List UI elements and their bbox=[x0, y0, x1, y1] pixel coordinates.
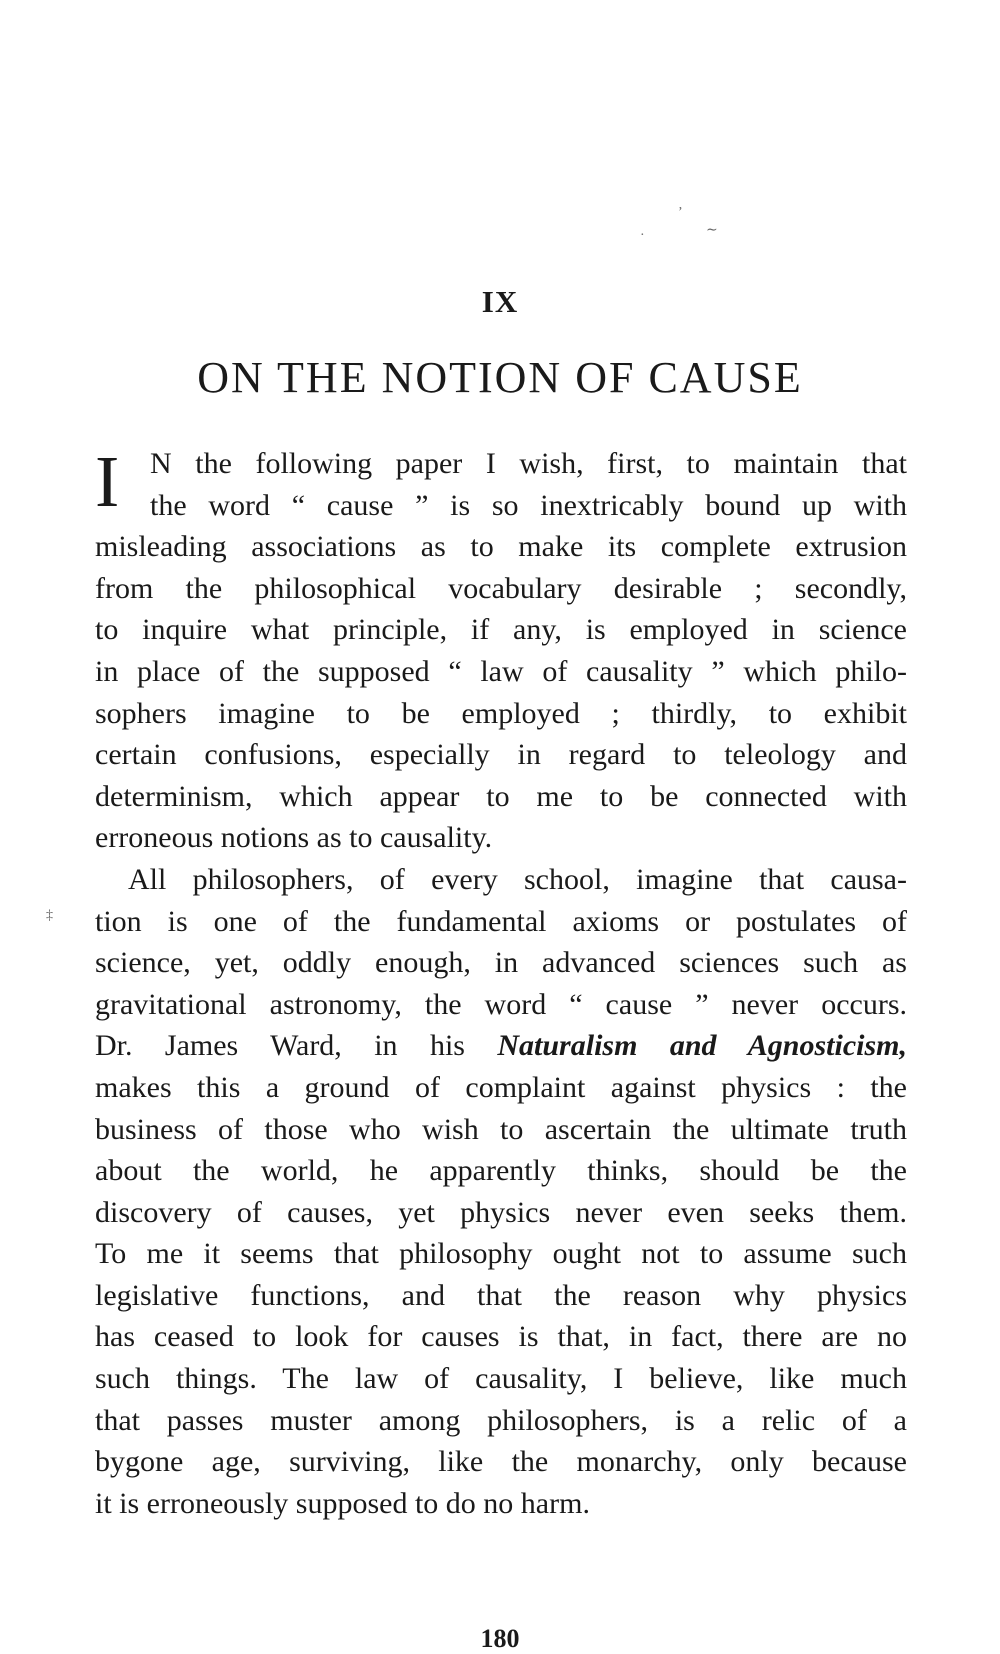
paragraph-2 bbox=[95, 859, 907, 1525]
text-line: All philosophers, of every school, imagine that causa- bbox=[128, 862, 907, 896]
text-line: discovery of causes, yet physics never even seeks them. bbox=[95, 1195, 907, 1229]
scan-speck: ‡ bbox=[46, 908, 53, 923]
text-line: tion is one of the fundamental axioms or postulates of bbox=[95, 904, 907, 938]
text-line-with-title bbox=[95, 1025, 907, 1067]
scan-speck: ’ bbox=[678, 205, 683, 220]
text-line: erroneous notions as to causality. bbox=[95, 821, 493, 855]
book-title: Naturalism and Agnosticism, bbox=[497, 1029, 907, 1063]
text-line: in place of the supposed “ law of causality ” which philo- bbox=[95, 654, 907, 688]
text-fragment: Dr. James Ward, in his bbox=[95, 1029, 465, 1063]
chapter-title: ON THE NOTION OF CAUSE bbox=[197, 353, 803, 402]
text-line: misleading associations as to make its complete extrusion bbox=[95, 530, 907, 564]
page-number: 180 bbox=[480, 1624, 520, 1653]
drop-cap: I bbox=[95, 441, 120, 522]
text-line: about the world, he apparently thinks, should be the bbox=[95, 1154, 907, 1188]
paragraph-1 bbox=[95, 443, 907, 859]
text-line: the word “ cause ” is so inextricably bound up with bbox=[150, 488, 907, 522]
text-line: To me it seems that philosophy ought not to assume such bbox=[95, 1237, 907, 1271]
text-line: makes this a ground of complaint against physics : the bbox=[95, 1070, 907, 1104]
text-line: to inquire what principle, if any, is employed in science bbox=[95, 613, 907, 647]
text-line: certain confusions, especially in regard to teleology and bbox=[95, 738, 907, 772]
chapter-number: IX bbox=[481, 284, 519, 319]
scan-speck: · bbox=[640, 228, 645, 243]
text-line: sophers imagine to be employed ; thirdly, to exhibit bbox=[95, 696, 907, 730]
text-line: gravitational astronomy, the word “ cause ” never occurs. bbox=[95, 987, 907, 1021]
text-line: bygone age, surviving, like the monarchy, only because bbox=[95, 1445, 907, 1479]
scan-speck: ∼ bbox=[706, 223, 718, 238]
text-line: it is erroneously supposed to do no harm. bbox=[95, 1486, 590, 1520]
text-line: that passes muster among philosophers, is a relic of a bbox=[95, 1403, 907, 1437]
text-line: legislative functions, and that the reason why physics bbox=[95, 1278, 907, 1312]
text-line: from the philosophical vocabulary desirable ; secondly, bbox=[95, 571, 907, 605]
text-line: business of those who wish to ascertain the ultimate truth bbox=[95, 1112, 907, 1146]
text-line: has ceased to look for causes is that, in fact, there are no bbox=[95, 1320, 907, 1354]
text-line: science, yet, oddly enough, in advanced sciences such as bbox=[95, 946, 907, 980]
text-line: such things. The law of causality, I believe, like much bbox=[95, 1362, 907, 1396]
chapter-body bbox=[95, 443, 907, 1524]
text-line: determinism, which appear to me to be connected with bbox=[95, 779, 907, 813]
text-line: N the following paper I wish, first, to maintain that bbox=[150, 447, 907, 480]
